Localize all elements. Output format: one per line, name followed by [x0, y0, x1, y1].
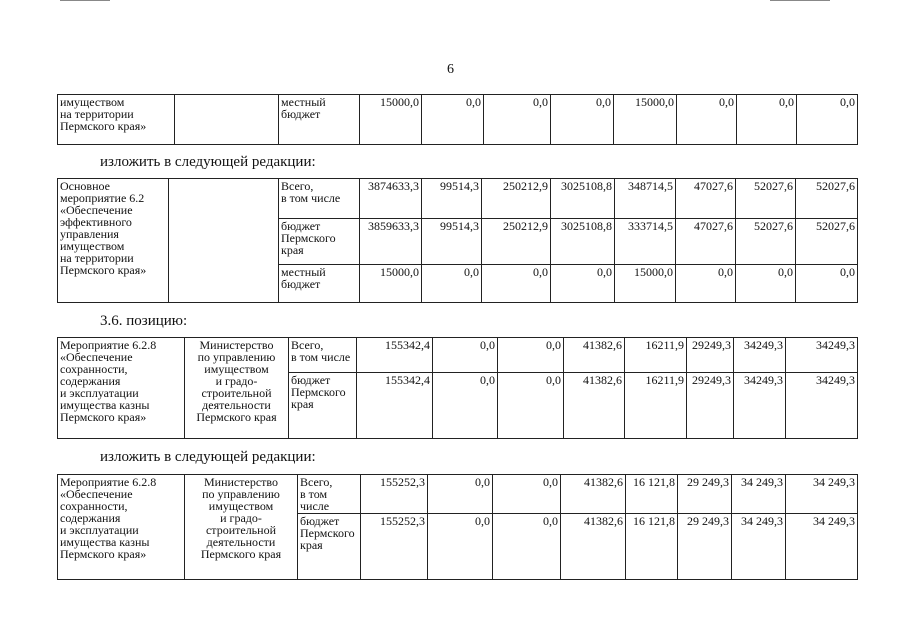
amount-cell: 15000,0	[360, 265, 422, 303]
amount-cell: 52027,6	[796, 219, 858, 265]
funding-source-cell: бюджет Пермского края	[298, 514, 361, 580]
table-row	[58, 95, 858, 145]
amount-cell: 0,0	[796, 265, 858, 303]
amount-cell: 99514,3	[422, 219, 482, 265]
amount-cell: 0,0	[422, 265, 482, 303]
amount-cell: 16211,9	[625, 373, 687, 439]
activity-name-cell: Основное мероприятие 6.2 «Обеспечение эффективного управления имуществом на территории Пермского края»	[58, 179, 169, 303]
amount-cell: 15000,0	[614, 95, 677, 145]
amount-cell: 155342,4	[357, 373, 433, 439]
amount-cell: 348714,5	[615, 179, 676, 219]
amount-cell: 0,0	[676, 265, 736, 303]
amount-cell: 0,0	[493, 475, 561, 514]
activity-name-cell: имуществом на территории Пермского края»	[58, 95, 175, 145]
amount-cell: 0,0	[433, 338, 498, 373]
amount-cell: 0,0	[736, 265, 796, 303]
responsible-executor-cell: Министерство по управлению имуществом и градо- строительной деятельности Пермского края	[185, 338, 289, 439]
amount-cell: 41382,6	[564, 373, 625, 439]
amount-cell: 47027,6	[676, 219, 736, 265]
amount-cell: 0,0	[484, 95, 551, 145]
amount-cell: 3859633,3	[360, 219, 422, 265]
amount-cell: 34 249,3	[732, 514, 786, 580]
responsible-executor-cell	[175, 95, 279, 145]
amount-cell: 0,0	[428, 514, 493, 580]
amount-cell: 0,0	[797, 95, 858, 145]
amount-cell: 15000,0	[360, 95, 422, 145]
amount-cell: 41382,6	[561, 514, 626, 580]
responsible-executor-cell: Министерство по управлению имуществом и градо- строительной деятельности Пермского края	[185, 475, 298, 580]
amount-cell: 0,0	[482, 265, 551, 303]
funding-source-cell: местный бюджет	[279, 95, 360, 145]
responsible-executor-cell	[169, 179, 279, 303]
amount-cell: 3025108,8	[551, 179, 615, 219]
funding-source-cell: Всего, в том числе	[279, 179, 360, 219]
budget-table-activity-6-2	[57, 178, 858, 303]
amount-cell: 0,0	[428, 475, 493, 514]
scan-edge-mark-right	[770, 0, 830, 1]
amount-cell: 155342,4	[357, 338, 433, 373]
activity-name-cell: Мероприятие 6.2.8 «Обеспечение сохранности, содержания и эксплуатации имущества казны Пермского края»	[58, 475, 185, 580]
amount-cell: 0,0	[498, 373, 564, 439]
amount-cell: 29 249,3	[678, 514, 732, 580]
funding-source-cell: бюджет Пермского края	[289, 373, 357, 439]
amount-cell: 34249,3	[786, 338, 858, 373]
amount-cell: 155252,3	[361, 514, 428, 580]
amount-cell: 34249,3	[734, 373, 786, 439]
amount-cell: 34 249,3	[732, 475, 786, 514]
instruction-position-3-6: 3.6. позицию:	[100, 313, 188, 329]
amount-cell: 34249,3	[786, 373, 858, 439]
amount-cell: 0,0	[422, 95, 484, 145]
amount-cell: 250212,9	[482, 219, 551, 265]
amount-cell: 47027,6	[676, 179, 736, 219]
amount-cell: 0,0	[498, 338, 564, 373]
amount-cell: 99514,3	[422, 179, 482, 219]
amount-cell: 16 121,8	[626, 514, 678, 580]
scan-edge-mark-left	[60, 0, 110, 1]
table-row	[58, 475, 858, 514]
funding-source-cell: Всего, в том числе	[289, 338, 357, 373]
funding-source-cell: бюджет Пермского края	[279, 219, 360, 265]
amount-cell: 34 249,3	[786, 475, 858, 514]
instruction-replace-2: изложить в следующей редакции:	[100, 449, 316, 465]
amount-cell: 29249,3	[687, 373, 734, 439]
amount-cell: 0,0	[493, 514, 561, 580]
amount-cell: 155252,3	[361, 475, 428, 514]
amount-cell: 0,0	[677, 95, 737, 145]
funding-source-cell: местный бюджет	[279, 265, 360, 303]
amount-cell: 52027,6	[796, 179, 858, 219]
amount-cell: 16 121,8	[626, 475, 678, 514]
activity-name-cell: Мероприятие 6.2.8 «Обеспечение сохранности, содержания и эксплуатации имущества казны Пермского края»	[58, 338, 185, 439]
amount-cell: 41382,6	[561, 475, 626, 514]
amount-cell: 16211,9	[625, 338, 687, 373]
amount-cell: 29249,3	[687, 338, 734, 373]
table-row	[58, 338, 858, 373]
budget-table-activity-6-2-8-new	[57, 474, 858, 580]
amount-cell: 333714,5	[615, 219, 676, 265]
instruction-replace-1: изложить в следующей редакции:	[100, 154, 316, 170]
amount-cell: 250212,9	[482, 179, 551, 219]
amount-cell: 29 249,3	[678, 475, 732, 514]
funding-source-cell: Всего, в том числе	[298, 475, 361, 514]
amount-cell: 0,0	[551, 95, 614, 145]
amount-cell: 0,0	[737, 95, 797, 145]
amount-cell: 3874633,3	[360, 179, 422, 219]
amount-cell: 52027,6	[736, 219, 796, 265]
table-row	[58, 179, 858, 219]
budget-table-original-tail	[57, 94, 858, 145]
amount-cell: 34 249,3	[786, 514, 858, 580]
amount-cell: 34249,3	[734, 338, 786, 373]
amount-cell: 0,0	[433, 373, 498, 439]
amount-cell: 52027,6	[736, 179, 796, 219]
page-number: 6	[447, 62, 454, 77]
amount-cell: 41382,6	[564, 338, 625, 373]
amount-cell: 0,0	[551, 265, 615, 303]
amount-cell: 3025108,8	[551, 219, 615, 265]
amount-cell: 15000,0	[615, 265, 676, 303]
budget-table-activity-6-2-8-old	[57, 337, 858, 439]
